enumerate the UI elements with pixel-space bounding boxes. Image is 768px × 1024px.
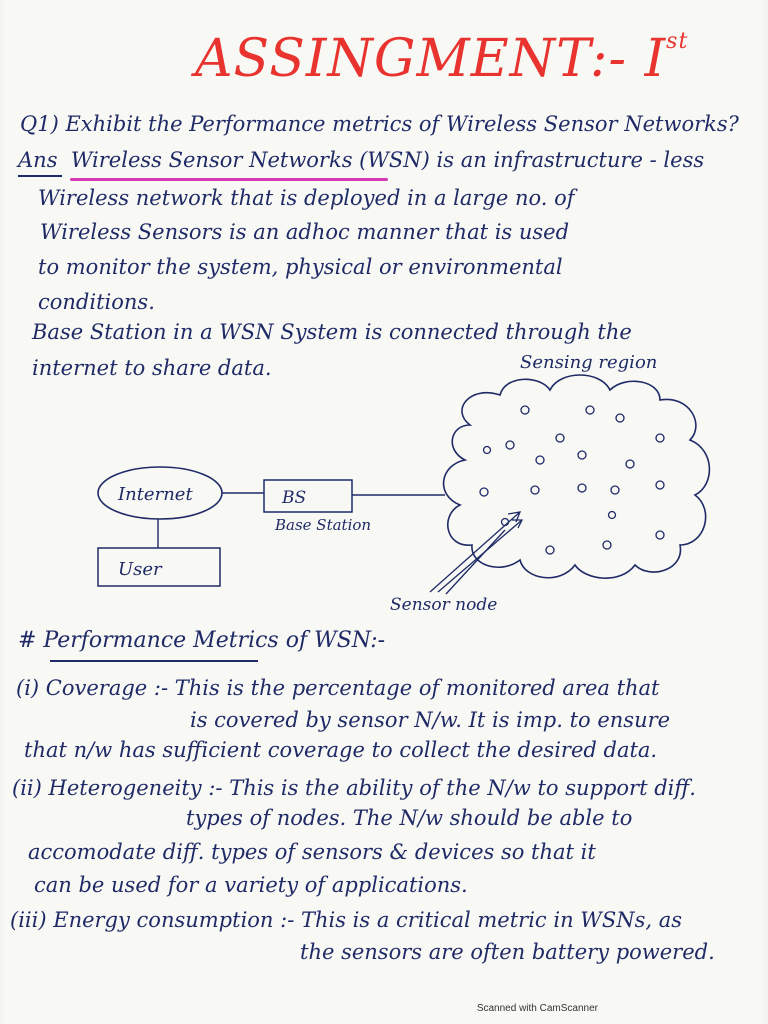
arrow-line [438,520,522,592]
sensor-node [556,434,564,442]
metric-1-number: (i) [16,676,40,700]
metric-1-line-2: is covered by sensor N/w. It is imp. to ensure [190,708,671,732]
sensor-node [656,481,664,489]
sensor-node [531,486,539,494]
arrow-line [430,512,520,592]
metric-1-text-1: This is the percentage of monitored area that [174,676,660,700]
base-station-label: Base Station [275,516,372,534]
sensing-region-cloud [444,375,710,578]
sensor-node [546,546,554,554]
answer-line-2: Wireless network that is deployed in a large no. of [38,186,575,210]
scanner-watermark: Scanned with CamScanner [476,1003,598,1014]
sensor-node [611,486,619,494]
sensor-node [609,512,616,519]
metric-2-line-4: can be used for a variety of applications. [34,873,468,897]
question-number: Q1) [20,112,59,136]
metric-3-line-1 [10,908,682,932]
sensor-node [578,451,586,459]
title-main: ASSINGMENT:- I [195,29,667,89]
base-station-box [264,480,352,512]
metrics-heading-underline [50,660,258,662]
metric-2-number: (ii) [12,776,42,800]
sensor-node [656,434,664,442]
question-line [20,112,739,136]
sensor-node [536,456,544,464]
page-title [195,12,689,107]
internet-label: Internet [118,484,193,505]
answer-line-1 [18,148,704,172]
answer-text-1: Wireless Sensor Networks (WSN) is an infrastructure - less [70,148,705,172]
bs-label: BS [282,488,307,508]
sensor-node [586,406,594,414]
sensor-node [521,406,529,414]
metric-3-number: (iii) [10,908,47,932]
answer-line-5: conditions. [38,290,155,314]
metric-1-line-3: that n/w has sufficient coverage to collect the desired data. [24,738,658,762]
sensing-region-label: Sensing region [520,352,658,373]
metric-2-line-1 [12,776,696,800]
metric-1-label: Coverage :- [45,676,169,700]
sensor-node [616,414,624,422]
metric-3-line-2: the sensors are often battery powered. [300,940,715,964]
answer-label: Ans [18,148,58,172]
metric-2-line-3: accomodate diff. types of sensors & devices so that it [28,840,596,864]
sensor-node [626,460,634,468]
base-station-line-1: Base Station in a WSN System is connected through the [32,320,632,344]
metric-1-line-1 [16,676,660,700]
metric-2-label: Heterogeneity :- [48,776,223,800]
title-superscript: st [666,29,689,54]
user-label: User [118,559,162,580]
metric-2-text-1: This is the ability of the N/w to support diff. [229,776,696,800]
sensor-node [603,541,611,549]
sensor-node [656,531,664,539]
metrics-heading: # Performance Metrics of WSN:- [18,628,386,653]
answer-label-underline [18,175,62,177]
sensor-node [502,519,509,526]
metric-3-text-1: This is a critical metric in WSNs, as [300,908,683,932]
answer-line-4: to monitor the system, physical or environmental [38,255,563,279]
sensor-node-label: Sensor node [390,595,498,615]
answer-line-3: Wireless Sensors is an adhoc manner that is used [40,220,570,244]
base-station-line-2: internet to share data. [32,356,272,380]
metric-2-line-2: types of nodes. The N/w should be able to [186,806,633,830]
wsn-highlight-underline [70,178,388,181]
sensor-node [506,441,514,449]
question-text: Exhibit the Performance metrics of Wireless Sensor Networks? [65,112,739,136]
sensor-node [484,447,491,454]
metric-3-label: Energy consumption :- [53,908,295,932]
sensor-node [480,488,488,496]
sensor-node [578,484,586,492]
